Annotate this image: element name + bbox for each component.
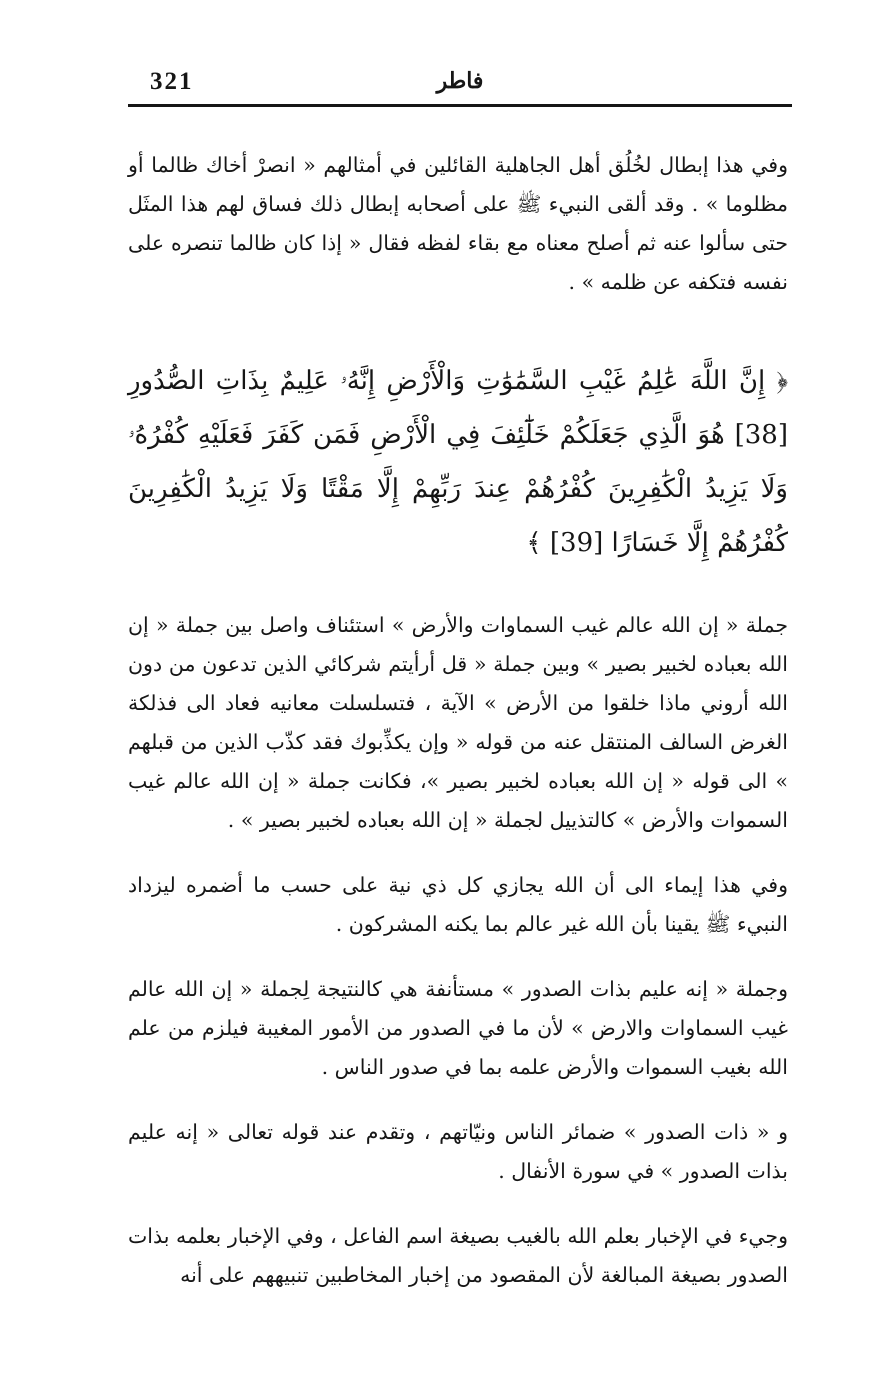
page-header	[128, 64, 792, 104]
surah-title: فاطر	[436, 68, 484, 94]
header-divider	[128, 104, 792, 107]
page-body	[128, 146, 788, 1321]
commentary-paragraph-4: و « ذات الصدور » ضمائر الناس ونيّاتهم ، وتقدم عند قوله تعالى « إنه عليم بذات الصدور » في سورة الأنفال .	[128, 1120, 788, 1183]
commentary-paragraph-3: وجملة « إنه عليم بذات الصدور » مستأنفة هي كالنتيجة لِجملة « إن الله عالم غيب السماوات والارض » لأن ما في الصدور من الأمور المغيبة فيلزم من علم الله بغيب السموات والأرض علمه بما في صدور الناس .	[128, 977, 788, 1079]
commentary-paragraph-5: وجيء في الإخبار بعلم الله بالغيب بصيغة اسم الفاعل ، وفي الإخبار بعلمه بذات الصدور بصيغة المبالغة لأن المقصود من إخبار المخاطبين تنبيههم على أنه	[128, 1224, 788, 1287]
page-number: 321	[150, 68, 194, 95]
paragraph-intro: وفي هذا إبطال لخُلُق أهل الجاهلية القائلين في أمثالهم « انصرْ أخاك ظالما أو مظلوما » . وقد ألقى النبيء ﷺ على أصحابه إبطال ذلك فساق لهم هذا المثَل حتى سألوا عنه ثم أصلح معناه مع بقاء لفظه فقال « إذا كان ظالما تنصره على نفسه فتكفه عن ظلمه » .	[128, 153, 788, 294]
quran-verse: ﴿ إِنَّ اللَّهَ عَٰلِمُ غَيْبِ السَّمَٰوَٰتِ وَالْأَرْضِ إِنَّهُۥ عَلِيمٌ بِذَاتِ الصُّدُورِ [38] هُوَ الَّذِي جَعَلَكُمْ خَلَٰٓئِفَ فِي الْأَرْضِ فَمَن كَفَرَ فَعَلَيْهِ كُفْرُهُۥ وَلَا يَزِيدُ الْكَٰفِرِينَ كُفْرُهُمْ عِندَ رَبِّهِمْ إِلَّا مَقْتًا وَلَا يَزِيدُ الْكَٰفِرِينَ كُفْرُهُمْ إِلَّا خَسَارًا [39] ﴾	[128, 366, 788, 558]
commentary-paragraph-1: جملة « إن الله عالم غيب السماوات والأرض » استئناف واصل بين جملة « إن الله بعباده لخبير بصير » وبين جملة « قل أرأيتم شركائي الذين تدعون من دون الله أروني ماذا خلقوا من الأرض » الآية ، فتسلسلت معانيه فعاد الى فذلكة الغرض السالف المنتقل عنه من قوله « وإن يكذِّبوك فقد كذّب الذين من قبلهم » الى قوله « إن الله بعباده لخبير بصير »، فكانت جملة « إن الله عالم غيب السموات والأرض » كالتذييل لجملة « إن الله بعباده لخبير بصير » .	[128, 613, 788, 832]
commentary-paragraph-2: وفي هذا إيماء الى أن الله يجازي كل ذي نية على حسب ما أضمره ليزداد النبيء ﷺ يقينا بأن الله غير عالم بما يكنه المشركون .	[128, 873, 788, 936]
